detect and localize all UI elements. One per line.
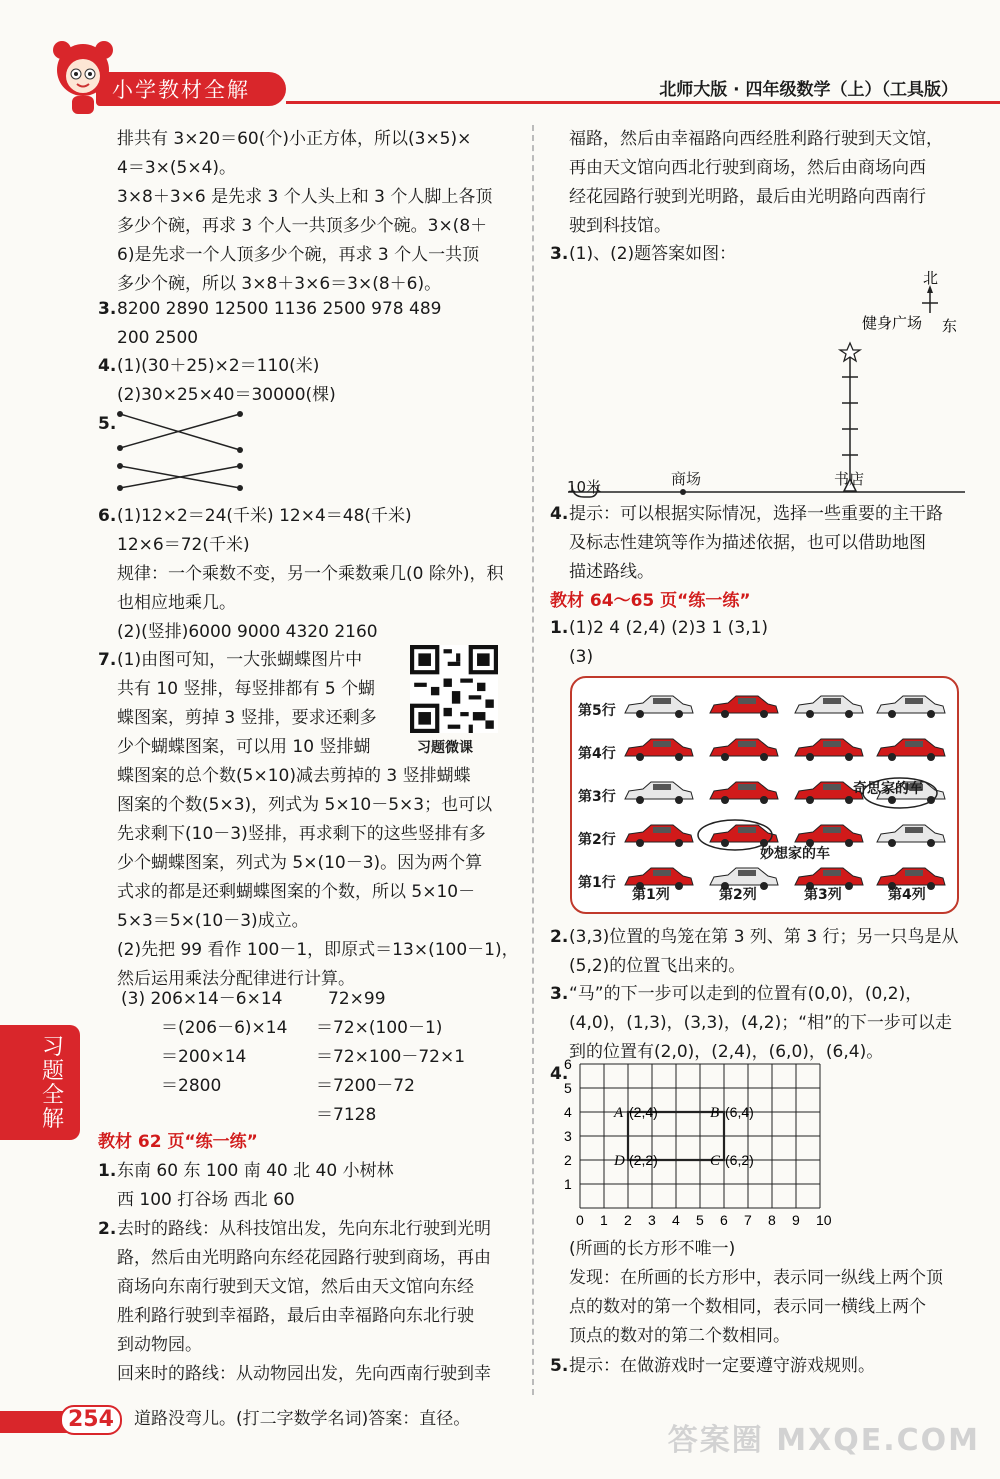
text-line: (2)30×25×40＝30000(棵) <box>117 385 336 405</box>
row-label: 第3行 <box>578 789 616 805</box>
calc-line: ＝(206－6)×14 <box>161 1018 288 1038</box>
vertex-coordinate: (2,2) <box>629 1152 658 1168</box>
side-tab-label: 习题全解 <box>41 1035 64 1132</box>
y-tick-label: 5 <box>564 1080 572 1096</box>
y-tick-label: 4 <box>564 1104 572 1120</box>
col-label: 第1列 <box>632 887 670 903</box>
y-tick-label: 1 <box>564 1176 572 1192</box>
text-line: (2)先把 99 看作 100－1，即原式＝13×(100－1)， <box>117 940 519 960</box>
x-tick-label: 4 <box>672 1212 680 1228</box>
question-number: 4. <box>550 504 569 524</box>
text-line: 然后运用乘法分配律进行计算。 <box>117 969 355 989</box>
text-line: 东南 60 东 100 南 40 北 40 小树林 <box>117 1161 394 1181</box>
text-line: 提示：可以根据实际情况，选择一些重要的主干路 <box>569 504 943 524</box>
question-number: 5. <box>550 1356 569 1376</box>
qi-car-label: 奇思家的车 <box>853 781 923 797</box>
car-icon <box>625 739 693 761</box>
map-label-mall: 商场 <box>671 470 702 488</box>
qr-code-icon[interactable] <box>410 645 498 733</box>
text-line: 商场向东南行驶到天文馆，然后由天文馆向东经 <box>117 1277 474 1297</box>
text-line: 先求剩下(10－3)竖排，再求剩下的这些竖排有多 <box>117 824 486 844</box>
text-line: 福路，然后由幸福路向西经胜利路行驶到天文馆， <box>569 129 943 149</box>
vertex-coordinate: (6,4) <box>725 1104 754 1120</box>
text-line: 到动物园。 <box>117 1335 202 1355</box>
car-icon <box>795 739 863 761</box>
qr-label: 习题微课 <box>417 740 473 756</box>
text-line: 顶点的数对的第二个数相同。 <box>569 1326 790 1346</box>
question-number: 3. <box>98 299 117 319</box>
question-number: 4. <box>98 356 117 376</box>
vertex-label: B <box>710 1105 720 1121</box>
x-tick-label: 1 <box>600 1212 608 1228</box>
text-line: (1)(30＋25)×2＝110(米) <box>117 356 320 376</box>
practice-4-text <box>569 1235 943 1351</box>
x-tick-label: 8 <box>768 1212 776 1228</box>
text-line: 胜利路行驶到幸福路，最后由幸福路向东北行驶 <box>117 1306 474 1326</box>
calc-column-a <box>121 985 287 1101</box>
text-line: 再由天文馆向西北行驶到商场，然后由商场向西 <box>569 158 926 178</box>
car-icon <box>625 782 693 804</box>
text-line: 共有 10 竖排，每竖排都有 5 个蝴 <box>117 679 376 699</box>
text-line: (1)由图可知，一大张蝴蝶图片中 <box>117 650 363 670</box>
exercise-1 <box>117 1157 394 1215</box>
vertex-label: C <box>710 1153 721 1169</box>
book-title: 小学教材全解 <box>112 78 250 102</box>
practice-1 <box>569 614 768 672</box>
text-line: 经花园路行驶到光明路，最后由光明路向西南行 <box>569 187 926 207</box>
y-tick-label: 2 <box>564 1152 572 1168</box>
answer-3 <box>117 295 441 353</box>
column-divider <box>532 125 534 1395</box>
text-line: 200 2500 <box>117 328 199 348</box>
car-row-labels <box>578 690 616 905</box>
map-label-east: 东 <box>942 318 958 335</box>
question-number: 5. <box>98 414 117 434</box>
row-label: 第1行 <box>578 875 616 891</box>
text-line: 路，然后由光明路向东经花园路行驶到商场，再由 <box>117 1248 491 1268</box>
answer-4-right <box>569 500 943 587</box>
row-label: 第4行 <box>578 746 616 762</box>
text-line: 8200 2890 12500 1136 2500 978 489 <box>117 299 442 319</box>
question-number: 3. <box>550 984 569 1004</box>
text-line: 描述路线。 <box>569 562 654 582</box>
calc-line: 72×99 <box>328 989 386 1009</box>
text-line: (2)(竖排)6000 9000 4320 2160 <box>117 622 378 642</box>
car-icon <box>795 696 863 718</box>
matching-lines-figure <box>112 406 252 496</box>
calc-line: ＝200×14 <box>161 1047 247 1067</box>
car-icon <box>877 825 945 847</box>
practice-5: 提示：在做游戏时一定要遵守游戏规则。 <box>569 1356 875 1376</box>
calc-line: ＝7128 <box>316 1105 377 1125</box>
car-icon <box>625 825 693 847</box>
question-number: 2. <box>98 1219 117 1239</box>
vertex-coordinate: (6,2) <box>725 1152 754 1168</box>
col-label: 第4列 <box>888 887 926 903</box>
mascot-icon <box>48 40 118 120</box>
text-line: 5×3＝5×(10－3)成立。 <box>117 911 309 931</box>
row-label: 第2行 <box>578 832 616 848</box>
text-line: (1)12×2＝24(千米) 12×4＝48(千米) <box>117 506 412 526</box>
car-icon <box>710 696 778 718</box>
right-continuation <box>569 125 943 241</box>
text-line: 发现：在所画的长方形中，表示同一纵线上两个顶 <box>569 1268 943 1288</box>
practice-2 <box>569 923 959 981</box>
text-line: 6)是先求一个人顶多少个碗，再求 3 个人一共顶 <box>117 245 480 265</box>
x-tick-label: 0 <box>576 1212 584 1228</box>
text-line: (3,3)位置的鸟笼在第 3 列、第 3 行；另一只鸟是从 <box>569 927 959 947</box>
text-line: 图案的个数(5×3)，列式为 5×10－5×3；也可以 <box>117 795 493 815</box>
text-line: (4,0)，(1,3)，(3,3)，(4,2)；“相”的下一步可以走 <box>569 1013 952 1033</box>
calc-line: ＝7200－72 <box>316 1076 415 1096</box>
text-line: 12×6＝72(千米) <box>117 535 250 555</box>
x-tick-label: 5 <box>696 1212 704 1228</box>
x-tick-label: 7 <box>744 1212 752 1228</box>
text-line: 西 100 打谷场 西北 60 <box>117 1190 295 1210</box>
answer-4 <box>117 352 336 410</box>
calc-line: (3) 206×14－6×14 <box>121 989 283 1009</box>
car-icon <box>710 739 778 761</box>
question-number: 1. <box>98 1161 117 1181</box>
map-label-north: 北 <box>923 270 939 287</box>
x-tick-label: 10 <box>816 1212 832 1228</box>
text-line: (1)2 4 (2,4) (2)3 1 (3,1) <box>569 618 769 638</box>
answer-6 <box>117 502 503 647</box>
col-label: 第2列 <box>719 887 757 903</box>
watermark: 答案圈 MXQE.COM <box>667 1423 980 1458</box>
footer-riddle: 道路没弯儿。(打二字数学名词)答案：直径。 <box>134 1409 471 1429</box>
text-line: 到的位置有(2,0)，(2,4)，(6,0)，(6,4)。 <box>569 1042 884 1062</box>
section-heading: 教材 64～65 页“练一练” <box>550 591 751 611</box>
text-line: (3) <box>569 647 594 667</box>
route-map-figure <box>560 265 970 497</box>
text-line: 少个蝴蝶图案，可以用 10 竖排蝴 <box>117 737 371 757</box>
map-intro: (1)、(2)题答案如图： <box>569 244 737 264</box>
edition-label: 北师大版 · 四年级数学（上）（工具版） <box>659 80 958 100</box>
x-tick-label: 9 <box>792 1212 800 1228</box>
vertex-label: A <box>614 1105 624 1121</box>
text-line: 多少个碗，再求 3 个人一共顶多少个碗。3×(8＋ <box>117 216 488 236</box>
question-number: 6. <box>98 506 117 526</box>
car-icon <box>877 696 945 718</box>
calc-line: ＝72×(100－1) <box>316 1018 443 1038</box>
text-line: (5,2)的位置飞出来的。 <box>569 956 746 976</box>
text-line: 3×8＋3×6 是先求 3 个人头上和 3 个人脚上各顶 <box>117 187 493 207</box>
text-line: 蝶图案，剪掉 3 竖排，要求还剩多 <box>117 708 377 728</box>
left-continuation <box>117 125 492 299</box>
text-line: 多少个碗，所以 3×8＋3×6＝3×(8＋6)。 <box>117 274 442 294</box>
text-line: 点的数对的第一个数相同，表示同一横线上两个 <box>569 1297 926 1317</box>
vertex-label: D <box>614 1153 625 1169</box>
text-line: (所画的长方形不唯一) <box>569 1239 736 1259</box>
car-icon <box>877 739 945 761</box>
text-line: 驶到科技馆。 <box>569 216 671 236</box>
calc-line: ＝2800 <box>161 1076 222 1096</box>
text-line: 4＝3×(5×4)。 <box>117 158 237 178</box>
text-line: “马”的下一步可以走到的位置有(0,0)，(0,2)， <box>569 984 923 1004</box>
text-line: 去时的路线：从科技馆出发，先向东北行驶到光明 <box>117 1219 491 1239</box>
question-number: 1. <box>550 618 569 638</box>
col-label: 第3列 <box>804 887 842 903</box>
x-tick-label: 3 <box>648 1212 656 1228</box>
car-icon <box>625 696 693 718</box>
question-number: 3. <box>550 244 569 264</box>
coordinate-grid <box>560 1056 832 1235</box>
vertex-coordinate: (2,4) <box>629 1104 658 1120</box>
exercise-2 <box>117 1215 491 1389</box>
text-line: 排共有 3×20＝60(个)小正方体，所以(3×5)× <box>117 129 472 149</box>
x-tick-label: 2 <box>624 1212 632 1228</box>
calc-column-b <box>316 985 465 1130</box>
map-label-bookstore: 书店 <box>834 470 865 488</box>
car-icon <box>710 782 778 804</box>
x-tick-label: 6 <box>720 1212 728 1228</box>
text-line: 式求的都是还剩蝴蝶图案的个数，所以 5×10－ <box>117 882 476 902</box>
row-label: 第5行 <box>578 703 616 719</box>
y-tick-label: 3 <box>564 1128 572 1144</box>
text-line: 回来时的路线：从动物园出发，先向西南行驶到幸 <box>117 1364 491 1384</box>
text-line: 少个蝴蝶图案，列式为 5×(10－3)。因为两个算 <box>117 853 483 873</box>
text-line: 也相应地乘几。 <box>117 593 236 613</box>
calc-line: ＝72×100－72×1 <box>316 1047 466 1067</box>
text-line: 规律：一个乘数不变，另一个乘数乘几(0 除外)，积 <box>117 564 504 584</box>
map-scale: 10米 <box>567 478 602 496</box>
text-line: 及标志性建筑等作为描述依据，也可以借助地图 <box>569 533 926 553</box>
question-number: 2. <box>550 927 569 947</box>
question-number: 7. <box>98 650 117 670</box>
question-number: 4. <box>550 1064 569 1084</box>
map-label-gym: 健身广场 <box>862 315 923 332</box>
y-tick-label: 6 <box>564 1056 572 1072</box>
section-heading: 教材 62 页“练一练” <box>98 1132 258 1152</box>
miao-car-label: 妙想家的车 <box>760 846 830 862</box>
page-number: 254 <box>60 1405 122 1435</box>
practice-3 <box>569 980 952 1067</box>
text-line: 蝶图案的总个数(5×10)减去剪掉的 3 竖排蝴蝶 <box>117 766 471 786</box>
